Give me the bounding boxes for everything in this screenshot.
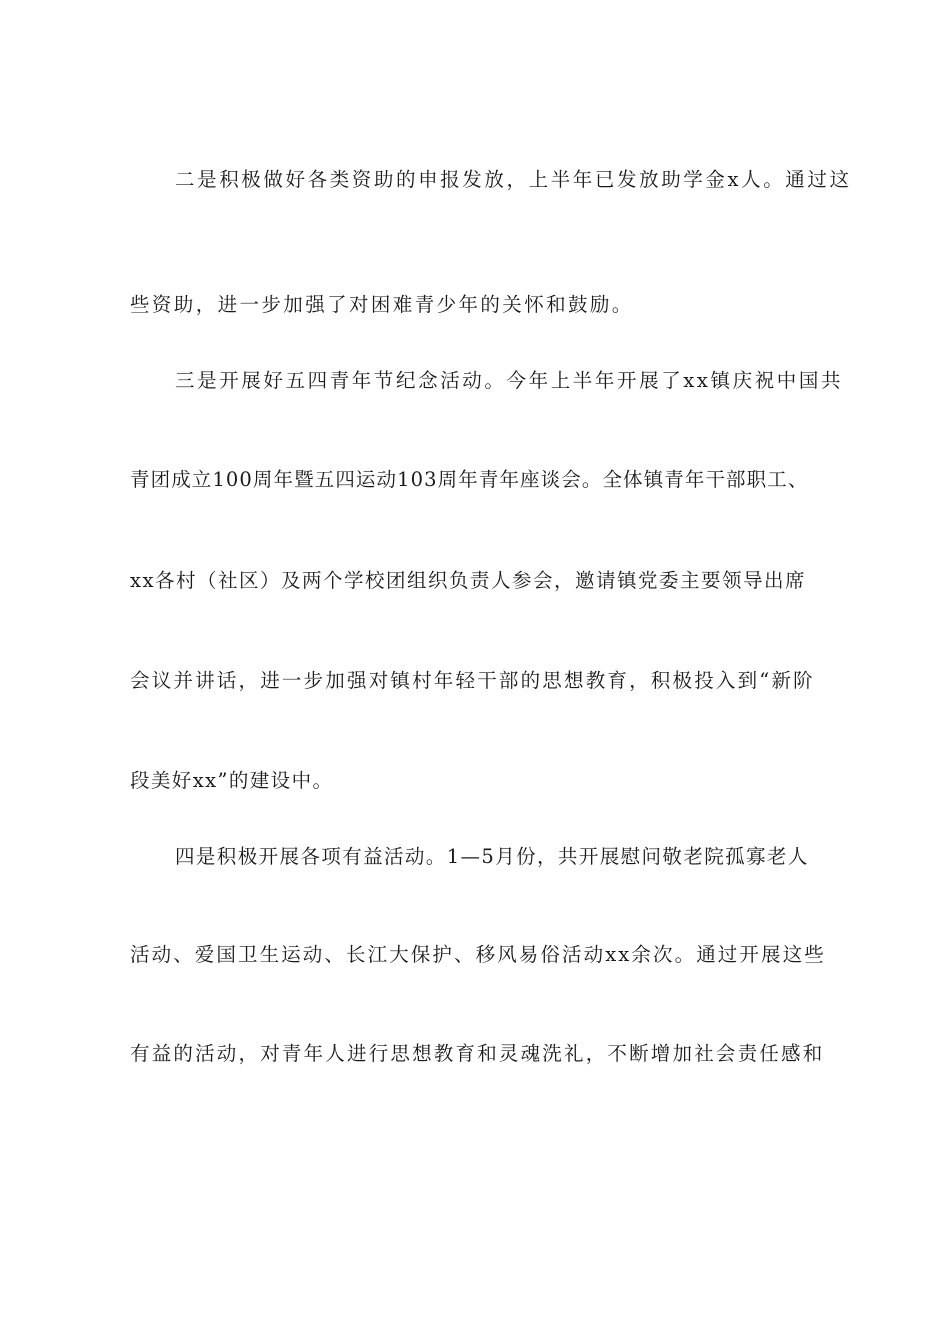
paragraph-3-line-1: 三是开展好五四青年节纪念活动。今年上半年开展了xx镇庆祝中国共 bbox=[175, 369, 844, 392]
paragraph-4-line-2: 活动、爱国卫生运动、长江大保护、移风易俗活动xx余次。通过开展这些 bbox=[130, 943, 826, 966]
paragraph-2-line-1: 二是积极做好各类资助的申报发放，上半年已发放助学金x人。通过这 bbox=[175, 168, 852, 191]
paragraph-4-line-1: 四是积极开展各项有益活动。1—5月份，共开展慰问敬老院孤寡老人 bbox=[175, 845, 809, 868]
paragraph-3-line-2: 青团成立100周年暨五四运动103周年青年座谈会。全体镇青年干部职工、 bbox=[130, 468, 809, 491]
paragraph-2-line-2: 些资助，进一步加强了对困难青少年的关怀和鼓励。 bbox=[130, 293, 634, 316]
paragraph-3-line-3: xx各村（社区）及两个学校团组织负责人参会，邀请镇党委主要领导出席 bbox=[130, 569, 806, 592]
paragraph-4-line-3: 有益的活动，对青年人进行思想教育和灵魂洗礼，不断增加社会责任感和 bbox=[130, 1042, 825, 1065]
paragraph-3-line-4: 会议并讲话，进一步加强对镇村年轻干部的思想教育，积极投入到“新阶 bbox=[130, 669, 815, 692]
paragraph-3-line-5: 段美好xx”的建设中。 bbox=[130, 769, 334, 792]
